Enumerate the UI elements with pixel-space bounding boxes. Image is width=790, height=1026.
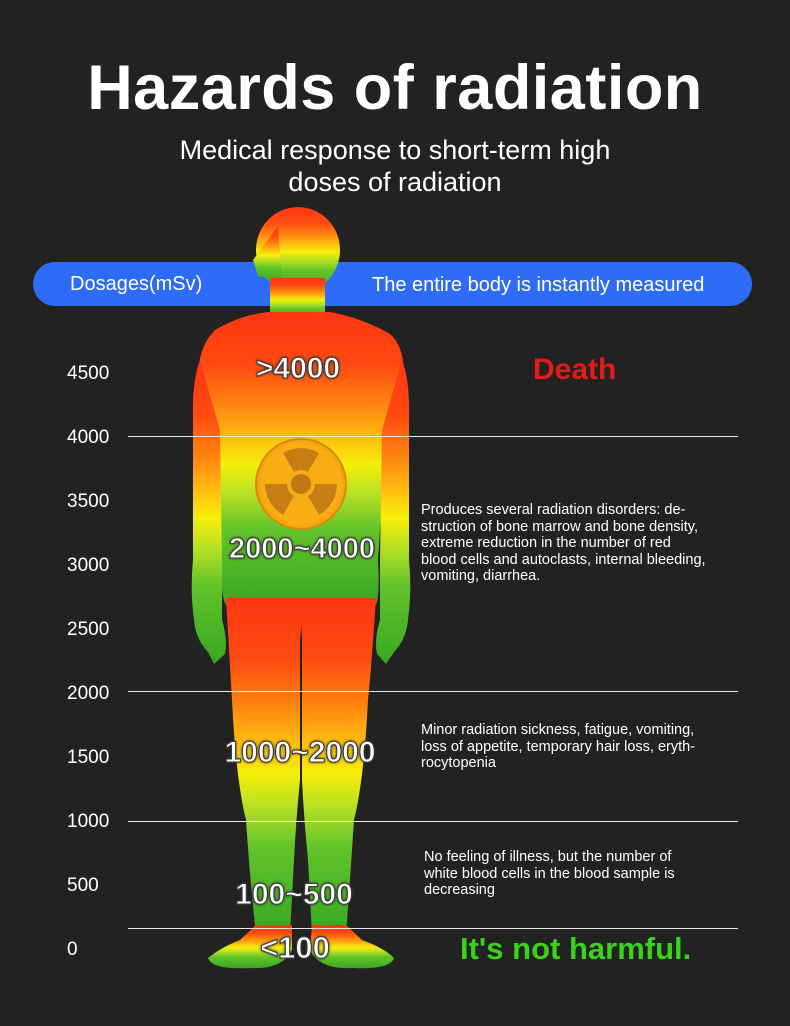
effect-minor	[421, 722, 741, 772]
axis-label-3000: 3000	[67, 555, 110, 576]
body-silhouette	[192, 207, 411, 968]
axis-label-2500: 2500	[67, 619, 110, 640]
effect-minor-line: loss of appetite, temporary hair loss, eryth-	[421, 738, 696, 755]
subtitle-line-2: doses of radiation	[288, 167, 502, 197]
axis-label-4500: 4500	[67, 363, 110, 384]
axis-label-1000: 1000	[67, 811, 110, 832]
dosage-label: Dosages(mSv)	[70, 273, 203, 295]
effect-not-harmful: It's not harmful.	[460, 931, 692, 966]
subtitle-line-1: Medical response to short-term high	[179, 135, 611, 165]
axis-label-500: 500	[67, 875, 99, 896]
threshold-line-4000	[128, 436, 738, 437]
axis-label-1500: 1500	[67, 747, 110, 768]
effect-severe	[421, 502, 741, 585]
range-2000-4000: 2000~4000	[229, 533, 375, 565]
threshold-line-2000	[128, 691, 738, 692]
effect-severe-line: vomiting, diarrhea.	[421, 568, 541, 584]
effect-mild	[424, 849, 744, 899]
axis-label-4000: 4000	[67, 427, 110, 448]
effect-severe-line: extreme reduction in the number of red	[421, 535, 671, 551]
radiation-icon	[256, 439, 346, 529]
effect-mild-line: white blood cells in the blood sample is	[424, 865, 675, 882]
range-100-500: 100~500	[235, 878, 353, 911]
axis-label-2000: 2000	[67, 683, 110, 704]
effect-severe-line: struction of bone marrow and bone density,	[421, 518, 699, 535]
threshold-line-100	[128, 928, 738, 929]
axis-label-3500: 3500	[67, 491, 110, 512]
effect-severe-line: Produces several radiation disorders: de-	[421, 502, 686, 518]
effect-mild-line: No feeling of illness, but the number of	[424, 849, 672, 865]
effect-minor-line: Minor radiation sickness, fatigue, vomiting,	[421, 722, 695, 738]
effect-death: Death	[533, 353, 617, 386]
range-under-100: <100	[260, 930, 330, 965]
range-1000-2000: 1000~2000	[224, 736, 376, 769]
axis-label-0: 0	[67, 939, 78, 960]
page-title: Hazards of radiation	[87, 53, 703, 123]
effect-severe-line: blood cells and autoclasts, internal bleeding,	[421, 551, 706, 568]
effect-mild-line: decreasing	[424, 882, 495, 898]
measure-label: The entire body is instantly measured	[372, 274, 705, 296]
threshold-line-1000	[128, 821, 738, 822]
range-over-4000: >4000	[255, 352, 341, 385]
effect-minor-line: rocytopenia	[421, 755, 496, 771]
